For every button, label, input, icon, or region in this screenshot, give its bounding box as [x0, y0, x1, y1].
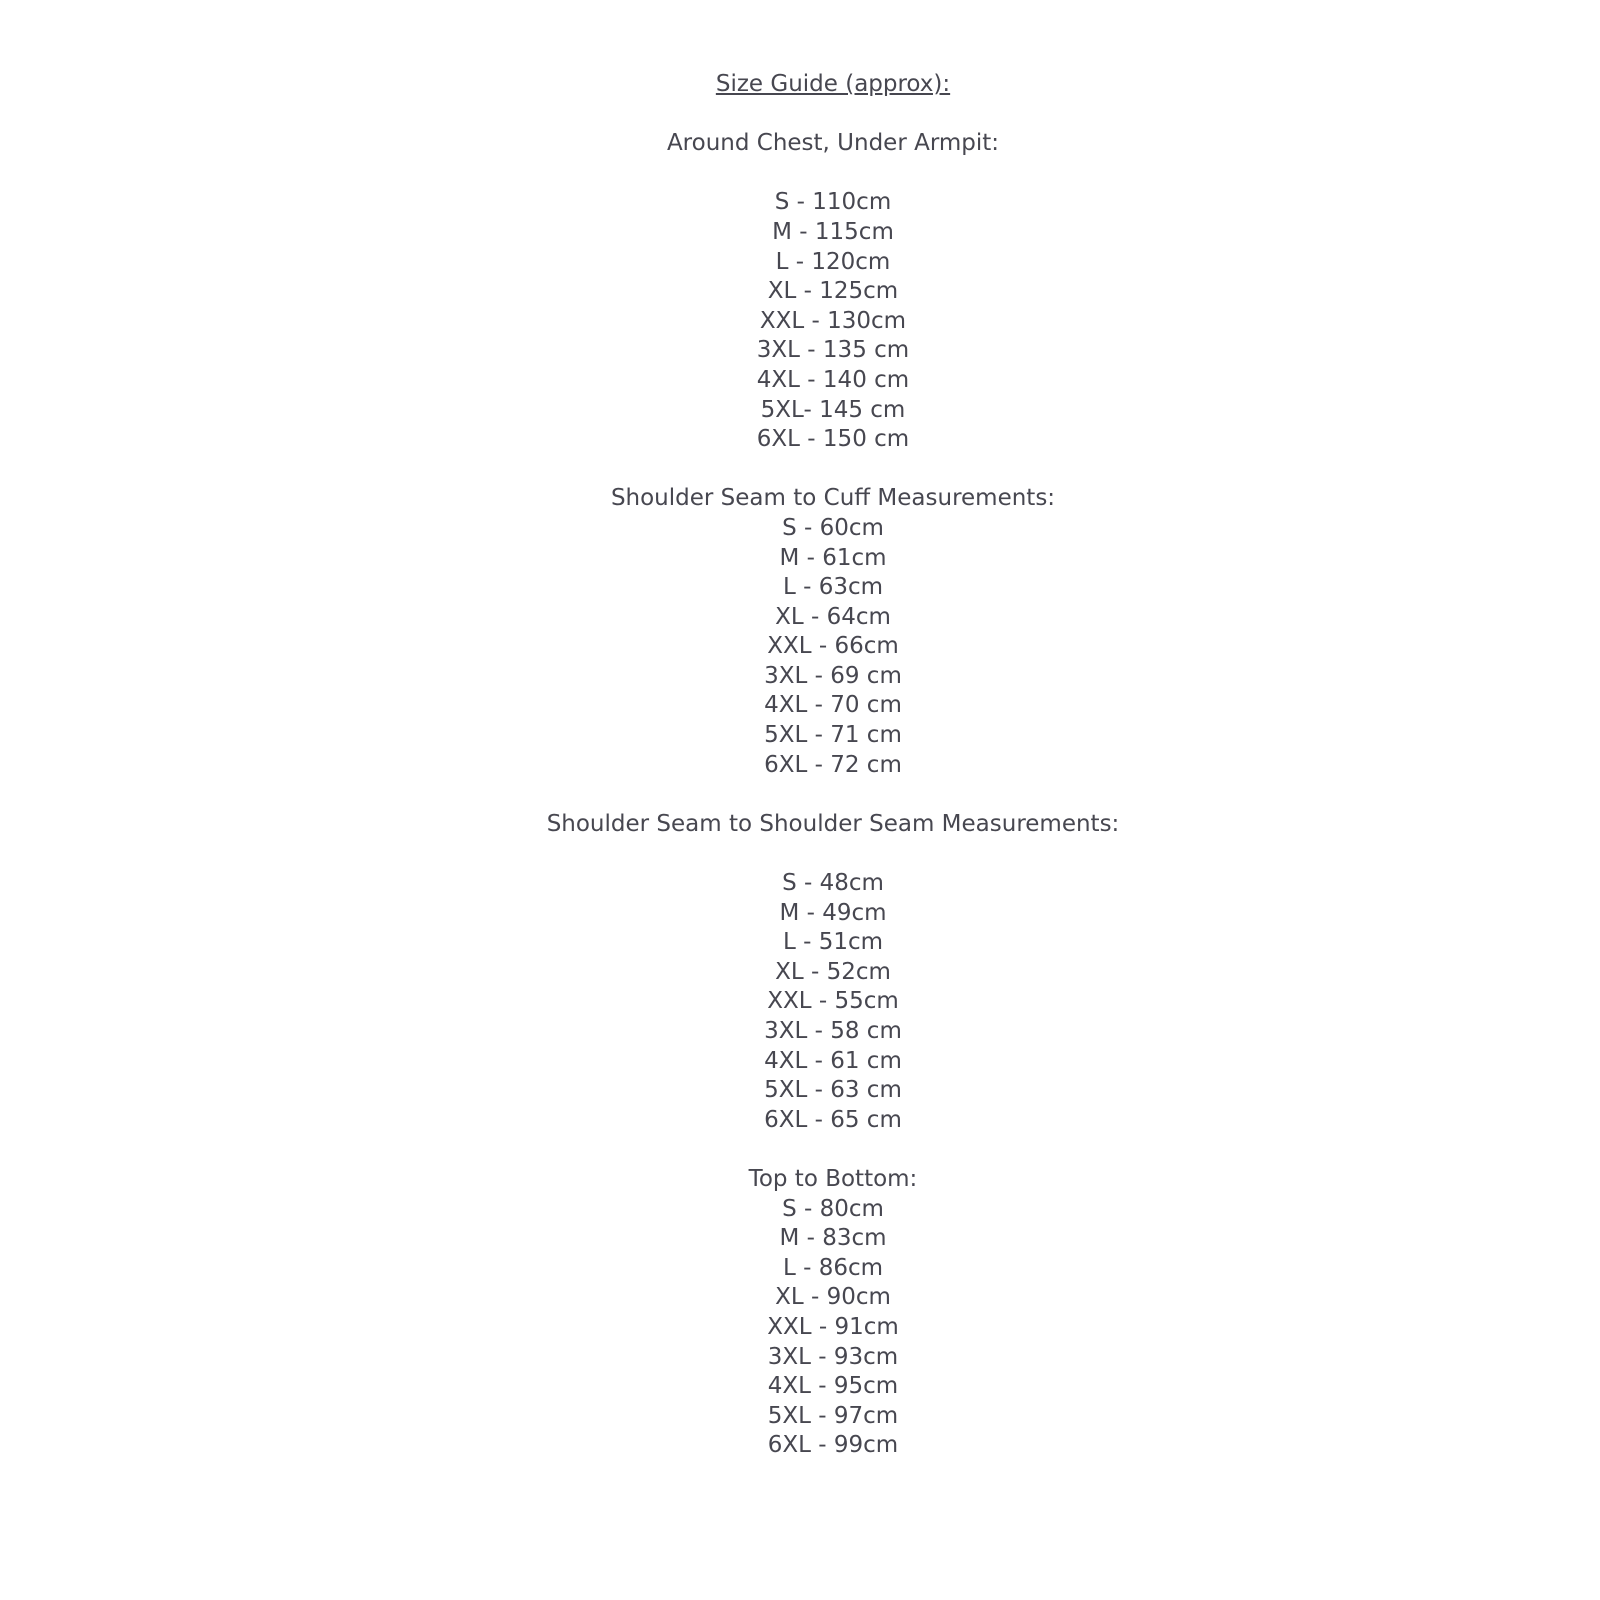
size-line: 5XL - 97cm [767, 1402, 899, 1429]
size-line: S - 80cm [782, 1195, 884, 1222]
size-line: 4XL - 140 cm [756, 366, 910, 393]
size-line: L - 51cm [782, 929, 884, 956]
section-heading: Top to Bottom: [748, 1165, 918, 1192]
size-guide-document [66, 0, 1600, 1461]
size-line: XXL - 55cm [767, 988, 899, 1015]
size-line: 3XL - 69 cm [764, 662, 902, 689]
size-line: XL - 90cm [775, 1284, 891, 1311]
size-guide-section [66, 129, 1600, 455]
section-items [66, 188, 1600, 454]
section-heading: Around Chest, Under Armpit: [666, 130, 1000, 157]
size-line: XL - 52cm [775, 958, 891, 985]
size-line: L - 120cm [775, 248, 891, 275]
section-heading: Shoulder Seam to Cuff Measurements: [610, 485, 1056, 512]
size-line: M - 49cm [779, 899, 887, 926]
size-line: 4XL - 70 cm [764, 692, 902, 719]
size-line: XXL - 130cm [759, 307, 907, 334]
size-line: L - 86cm [782, 1254, 884, 1281]
size-line: XXL - 91cm [767, 1313, 899, 1340]
section-items [66, 869, 1600, 1135]
page-title: Size Guide (approx): [715, 71, 951, 97]
size-line: M - 61cm [779, 544, 887, 571]
size-line: 5XL- 145 cm [760, 396, 906, 423]
size-line: M - 115cm [772, 218, 894, 245]
size-line: 3XL - 93cm [767, 1343, 899, 1370]
size-guide-sections [66, 129, 1600, 1461]
size-line: S - 48cm [782, 870, 884, 897]
size-line: S - 110cm [774, 189, 892, 216]
section-heading: Shoulder Seam to Shoulder Seam Measurements: [546, 810, 1120, 837]
size-line: 3XL - 135 cm [756, 337, 910, 364]
size-line: XL - 125cm [767, 278, 899, 305]
size-line: 5XL - 71 cm [764, 722, 902, 749]
size-line: XL - 64cm [775, 603, 891, 630]
size-line: 6XL - 65 cm [764, 1106, 902, 1133]
size-line: S - 60cm [782, 514, 884, 541]
size-line: L - 63cm [782, 574, 884, 601]
section-items [66, 1195, 1600, 1461]
size-line: 4XL - 61 cm [764, 1047, 902, 1074]
section-items [66, 514, 1600, 780]
size-line: XXL - 66cm [767, 633, 899, 660]
size-line: 6XL - 150 cm [756, 426, 910, 453]
size-line: 6XL - 99cm [767, 1432, 899, 1459]
size-line: 6XL - 72 cm [764, 751, 902, 778]
size-guide-section [66, 810, 1600, 1136]
size-line: 4XL - 95cm [767, 1373, 899, 1400]
size-guide-section [66, 1165, 1600, 1461]
size-line: 3XL - 58 cm [764, 1018, 902, 1044]
size-line: M - 83cm [779, 1225, 887, 1252]
size-guide-section [66, 484, 1600, 780]
size-line: 5XL - 63 cm [764, 1077, 902, 1104]
